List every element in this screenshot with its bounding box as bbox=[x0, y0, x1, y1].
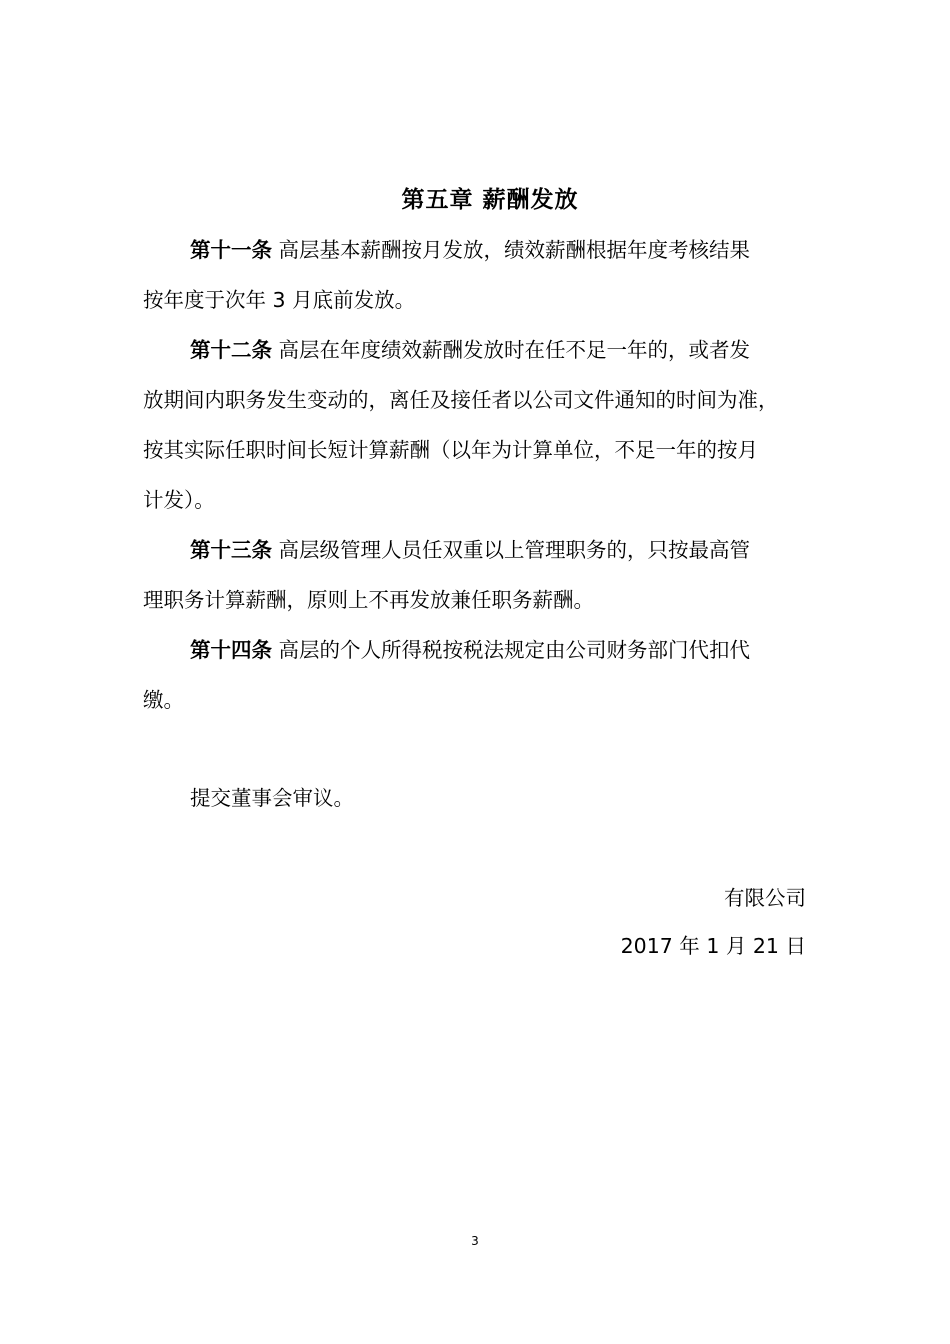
article-14-line-2: 缴。 bbox=[143, 688, 184, 712]
article-14-text-1: 高层的个人所得税按税法规定由公司财务部门代扣代 bbox=[272, 638, 751, 662]
article-11-line-2: 按年度于次年 3 月底前发放。 bbox=[143, 288, 416, 312]
article-11-line-1 bbox=[143, 225, 828, 275]
article-11-label: 第十一条 bbox=[190, 238, 272, 262]
chapter-title: 第五章 薪酬发放 bbox=[401, 187, 579, 213]
article-12-line-1 bbox=[143, 325, 828, 375]
article-13-line-1 bbox=[143, 525, 828, 575]
article-14-line-1 bbox=[143, 625, 828, 675]
page-number: 3 bbox=[471, 1234, 479, 1248]
article-13-line-2: 理职务计算薪酬，原则上不再发放兼任职务薪酬。 bbox=[143, 588, 594, 612]
article-12-text-1: 高层在年度绩效薪酬发放时在任不足一年的，或者发 bbox=[272, 338, 751, 362]
submission-note: 提交董事会审议。 bbox=[190, 786, 354, 810]
signature-company: 有限公司 bbox=[724, 886, 806, 910]
article-12 bbox=[143, 325, 828, 525]
article-11 bbox=[143, 225, 828, 325]
article-14-label: 第十四条 bbox=[190, 638, 272, 662]
article-14 bbox=[143, 625, 828, 725]
article-11-text-1: 高层基本薪酬按月发放，绩效薪酬根据年度考核结果 bbox=[272, 238, 751, 262]
signature-date: 2017 年 1 月 21 日 bbox=[620, 934, 806, 958]
article-12-line-4: 计发）。 bbox=[143, 488, 215, 512]
article-12-label: 第十二条 bbox=[190, 338, 272, 362]
article-13 bbox=[143, 525, 828, 625]
article-13-text-1: 高层级管理人员任双重以上管理职务的，只按最高管 bbox=[272, 538, 751, 562]
article-12-line-2: 放期间内职务发生变动的，离任及接任者以公司文件通知的时间为准， bbox=[143, 388, 779, 412]
article-12-line-3: 按其实际任职时间长短计算薪酬（以年为计算单位，不足一年的按月 bbox=[143, 438, 758, 462]
article-13-label: 第十三条 bbox=[190, 538, 272, 562]
